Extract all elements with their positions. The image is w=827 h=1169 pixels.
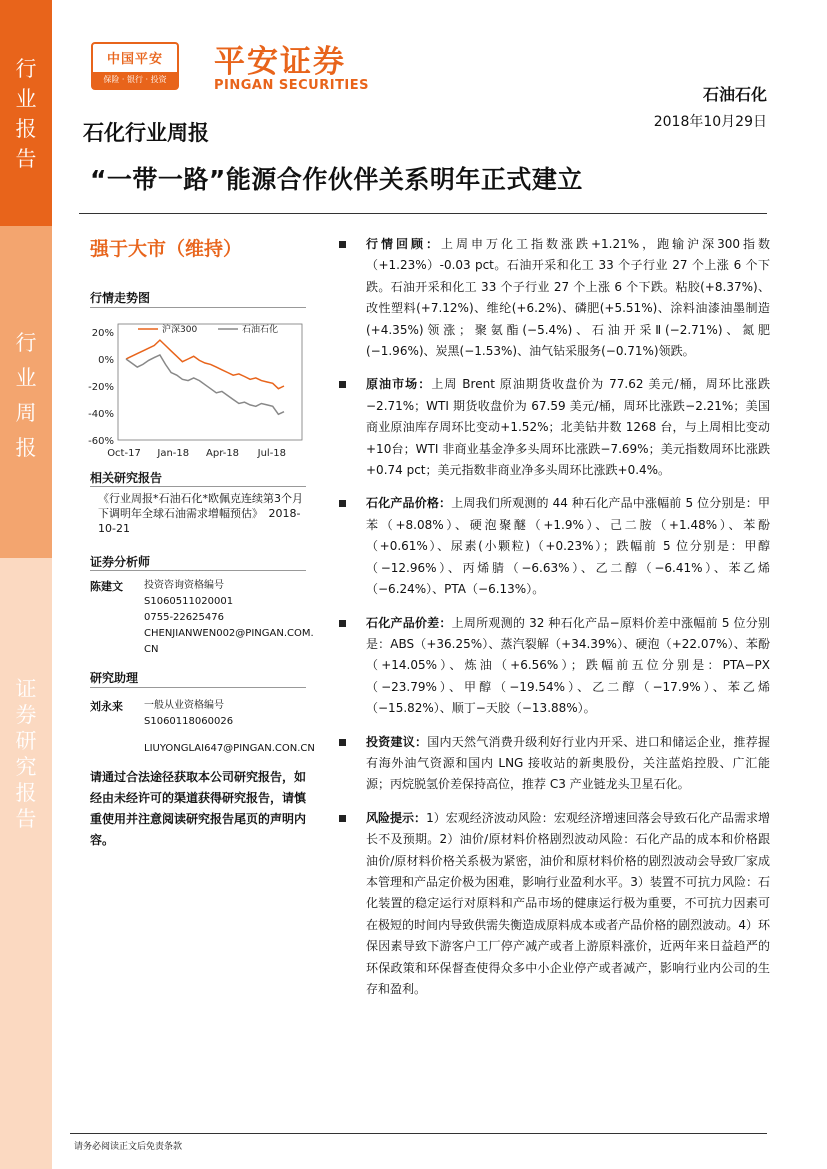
section-heading-trend: 行情走势图 [90,291,151,305]
sidebar-char: 报 [15,436,37,460]
bullet-body: 上周申万化工指数涨跌+1.21%，跑输沪深300指数（+1.23%）-0.03 pct。石油开采和化工 33 个子行业 27 个上涨 6 个下跌。石油开采和化工 33 个子行业 27 个上涨 6 个下跌。粘胶(+8.37%)、改性塑料(+7.12%)、维纶(+6.2%)、磷肥(+5.51%)、涂料油漆油墨制造(+4.35%)领涨；聚氨酯(−5.4%)、石油开采Ⅱ(−2.71%)、氮肥(−1.96%)、炭黑(−1.53%)、油气钻采服务(−0.71%)领跌。 [366,237,770,359]
section-heading-assistant: 研究助理 [90,671,139,685]
divider [70,1133,767,1134]
section-heading-related: 相关研究报告 [90,471,163,485]
section-heading-analyst: 证券分析师 [90,555,151,569]
sidebar-section-research [0,558,52,1169]
y-tick-label: -20% [88,382,114,393]
sidebar-char: 行 [15,57,37,81]
chart-frame [118,324,302,440]
x-tick-label: Oct-17 [107,448,141,459]
sidebar-char: 行 [15,331,37,355]
y-tick-label: -60% [88,436,114,447]
sidebar-section-weekly [0,226,52,558]
logo-subtext: 保险 · 银行 · 投资 [93,72,177,88]
assistant-info-line [144,730,314,741]
y-tick-label: -40% [88,409,114,420]
sidebar-char: 研 [15,729,37,753]
bullet-body: 1）宏观经济波动风险：宏观经济增速回落会导致石化产品需求增长不及预期。2）油价/原材料价格剧烈波动风险：石化产品的成本和价格跟油价/原材料价格关系极为紧密，油价和原材料价格的剧烈波动会导致厂家成本管理和产品定价极为困难，影响行业盈利水平。3）装置不可抗力风险：石化装置的稳定运行对原料和产品市场的健康运行极为重要，不可抗力因素可在极短的时间内导致供需失衡造成原料成本或者产品价格的剧烈波动。4）环保因素导致下游客户工厂停产减产或者上游原料涨价，近两年来日益趋严的环保政策和环保督查使得众多中小企业停产或者减产，影响行业内公司的生存和盈利。 [366,810,770,996]
bullet-product-prices [338,493,770,600]
x-tick-label: Jan-18 [157,448,190,459]
sidebar-char: 券 [15,703,37,727]
sidebar-char: 业 [15,87,37,111]
assistant-name: 刘永来 [90,700,123,713]
bullet-market-review [338,234,770,362]
assistant-info-line: S1060118060026 [144,716,234,727]
divider [90,486,306,487]
disclaimer-text: 请通过合法途径获取本公司研究报告，如经由未经许可的渠道获得研究报告，请慎重使用并注意阅读研究报告尾页的声明内容。 [90,770,307,847]
sidebar-char: 告 [15,147,37,171]
analyst-info-line: 0755-22625476 [144,612,224,623]
assistant-info-line: 一般从业资格编号 [144,700,224,711]
legend-label: 石油石化 [242,325,279,335]
summary-bullets [338,234,770,1012]
bullet-crude-market [338,374,770,481]
logo-text-cn: 平安证券 [214,44,346,80]
divider [90,307,306,308]
report-date: 2018年10月29日 [653,114,767,130]
trend-chart-svg [70,312,310,462]
sidebar-char: 告 [15,807,37,831]
footer-note: 请务必阅读正文后免责条款 [74,1142,183,1152]
bullet-investment-advice [338,732,770,796]
legend-label: 沪深300 [162,325,198,335]
related-report: 《行业周报*石油石化*欧佩克连续第3个月下调明年全球石油需求增幅预估》 2018-10-21 [98,492,303,535]
bullet-body: 上周所观测的 32 种石化产品−原料价差中涨幅前 5 位分别是：ABS（+36.25%）、蒸汽裂解（+34.39%）、硬泡（+22.07%）、苯酚（+14.05%）、炼油（+6.56%）；跌幅前五位分别是：PTA−PX（−23.79%）、甲醇（−19.54%）、乙二醇（−17.9%）、苯乙烯（−15.82%）、顺丁−天胶（−13.88%）。 [366,615,770,716]
bullet-heading: 行情回顾： [366,237,441,251]
industry-label: 石油石化 [702,85,767,104]
sidebar-char: 证 [15,677,37,701]
analyst-info [144,578,314,658]
x-tick-label: Jul-18 [257,448,287,459]
bullet-product-spreads [338,613,770,720]
bullet-heading: 风险提示： [366,810,427,825]
rating-badge: 强于大市（维持） [90,238,243,260]
series-line-0 [126,340,284,389]
sidebar-char: 业 [15,366,37,390]
trend-chart [70,312,310,462]
bullet-body: 上周我们所观测的 44 种石化产品中涨幅前 5 位分别是：甲苯（+8.08%）、硬泡聚醚（+1.9%）、己二胺（+1.48%）、苯酚（+0.61%）、尿素(小颗粒)（+0.23%）；跌幅前 5 位分别是：甲醇（−12.96%）、丙烯腈（−6.63%）、乙二醇（−6.41%）、苯乙烯（−6.24%）、PTA（−6.13%）。 [366,496,770,597]
bullet-body: 国内天然气消费升级利好行业内开采、进口和储运企业，推荐握有海外油气资源和国内 LNG 接收站的新奥股份，关注蓝焰控股、广汇能源；丙烷脱氢价差保持高位，推荐 C3 产业链龙头卫星石化。 [366,734,770,792]
sidebar-section-report [0,0,52,226]
divider [79,213,767,214]
logo-text: 中国平安 [106,52,163,67]
y-tick-label: 0% [98,355,114,366]
sidebar-char: 报 [15,781,37,805]
sidebar-char: 究 [15,755,37,779]
bullet-body: 上周 Brent 原油期货收盘价为 77.62 美元/桶，周环比涨跌−2.71%；WTI 期货收盘价为 67.59 美元/桶，周环比涨跌−2.21%；美国商业原油库存周环比变动+1.52%；北美钻井数 1268 台，与上周相比变动+10台；WTI 非商业基金净多头周环比涨跌−7.69%；美元指数周环比涨跌+0.74 pct；美元指数非商业净多头周环比涨跌+0.4%。 [366,377,770,478]
x-tick-label: Apr-18 [206,448,240,459]
bullet-heading: 石化产品价差： [366,615,452,630]
logo-text-en: PINGAN SECURITIES [214,78,370,93]
report-type: 石化行业周报 [83,121,209,145]
analyst-info-line: S1060511020001 [144,596,234,607]
analyst-name: 陈建文 [90,580,123,593]
page-title: “一带一路”能源合作伙伴关系明年正式建立 [90,165,583,194]
bullet-heading: 原油市场： [366,377,432,392]
bullet-heading: 投资建议： [366,734,428,749]
assistant-info [144,698,314,757]
divider [90,570,306,571]
ping-an-securities-logo [214,36,369,93]
analyst-info-line: 投资咨询资格编号 [144,580,224,591]
y-tick-label: 20% [91,328,114,339]
sidebar-char: 周 [15,401,37,425]
bullet-heading: 石化产品价格： [366,496,452,511]
divider [90,687,306,688]
sidebar-char: 报 [15,117,37,141]
assistant-email: LIUYONGLAI647@PINGAN.CON.CN [144,743,315,754]
series-line-1 [126,355,284,414]
ping-an-group-logo [91,42,179,90]
bullet-risk-warning [338,808,770,1001]
analyst-email: CHENJIANWEN002@PINGAN.COM.CN [144,628,314,655]
